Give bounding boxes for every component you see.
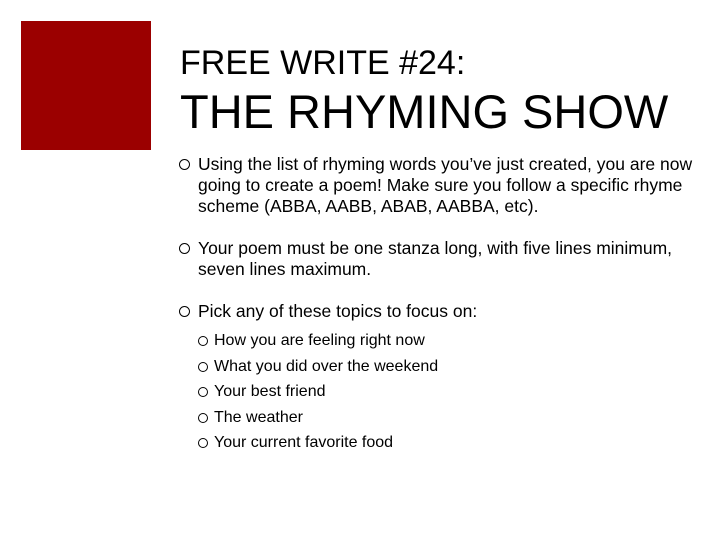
accent-block [21, 21, 151, 150]
topic-text: The weather [214, 408, 303, 426]
topic-text: Your best friend [214, 383, 326, 400]
topic-item [197, 354, 698, 380]
circle-bullet-icon [179, 243, 190, 254]
circle-bullet-icon [198, 387, 208, 397]
circle-bullet-icon [198, 438, 208, 448]
circle-bullet-icon [179, 306, 190, 317]
bullet-text: Pick any of these topics to focus on: [198, 301, 478, 321]
circle-bullet-icon [198, 362, 208, 372]
circle-bullet-icon [198, 413, 208, 423]
slide-body [178, 154, 698, 477]
bullet-text: Your poem must be one stanza long, with five lines minimum, seven lines maximum. [198, 238, 673, 279]
circle-bullet-icon [198, 336, 208, 346]
bullet-item [178, 238, 698, 280]
circle-bullet-icon [179, 159, 190, 170]
topic-text: How you are feeling right now [214, 332, 425, 349]
topic-text: Your current favorite food [214, 434, 394, 451]
topic-item [197, 405, 698, 431]
slide-title-line2: THE RHYMING SHOW [180, 85, 669, 138]
topic-list [197, 328, 698, 456]
bullet-text: Using the list of rhyming words you’ve just created, you are now going to create a poem! Make sure you follow a specific rhyme scheme (ABBA, AABB, ABAB, AABBA, etc). [198, 154, 693, 216]
topic-item [197, 430, 698, 456]
topic-item [197, 379, 698, 405]
slide-title-line1: FREE WRITE #24: [180, 44, 466, 82]
bullet-item [178, 154, 698, 217]
topic-text: What you did over the weekend [214, 357, 439, 375]
bullet-item [178, 301, 698, 456]
topic-item [197, 328, 698, 354]
